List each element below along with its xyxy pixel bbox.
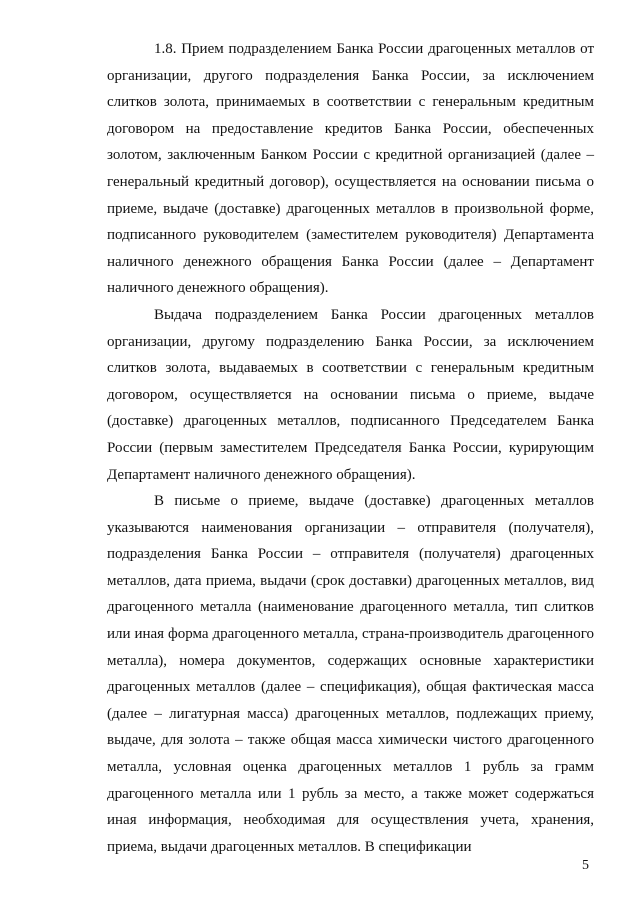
paragraph-2: Выдача подразделением Банка России драгоценных металлов организации, другому подразделению Банка России, за исключением слитков золота, выдаваемых в соответствии с генеральным кредитным договором, осуществляется на основании письма о приеме, выдаче (доставке) драгоценных металлов, подписанного Председателем Банка России (первым заместителем Председателя Банка России, курирующим Департамент наличного денежного обращения).	[107, 306, 594, 483]
paragraph-1: 1.8. Прием подразделением Банка России драгоценных металлов от организации, другого подразделения Банка России, за исключением слитков золота, принимаемых в соответствии с генеральным кредитным договором на предоставление кредитов Банка России, обеспеченных золотом, заключенным Банком России с кредитной организацией (далее – генеральный кредитный договор), осуществляется на основании письма о приеме, выдаче (доставке) драгоценных металлов в произвольной форме, подписанного руководителем (заместителем руководителя) Департамента наличного денежного обращения Банка России (далее – Департамент наличного денежного обращения).	[107, 41, 594, 297]
paragraph-3: В письме о приеме, выдаче (доставке) драгоценных металлов указываются наименования организации – отправителя (получателя), подразделения Банка России – отправителя (получателя) драгоценных металлов, дата приема, выдачи (срок доставки) драгоценных металлов, вид драгоценного металла (наименование драгоценного металла, тип слитков или иная форма драгоценного металла, страна-производитель драгоценного металла), номера документов, содержащих основные характеристики драгоценных металлов (далее – спецификация), общая фактическая масса (далее – лигатурная масса) драгоценных металлов, подлежащих приему, выдаче, для золота – также общая масса химически чистого драгоценного металла, условная оценка драгоценных металлов 1 рубль за грамм драгоценного металла или 1 рубль за место, а также может содержаться иная информация, необходимая для осуществления учета, хранения, приема, выдачи драгоценных металлов. В спецификации	[107, 493, 594, 855]
page-number: 5	[582, 858, 589, 873]
document-body	[107, 36, 594, 860]
